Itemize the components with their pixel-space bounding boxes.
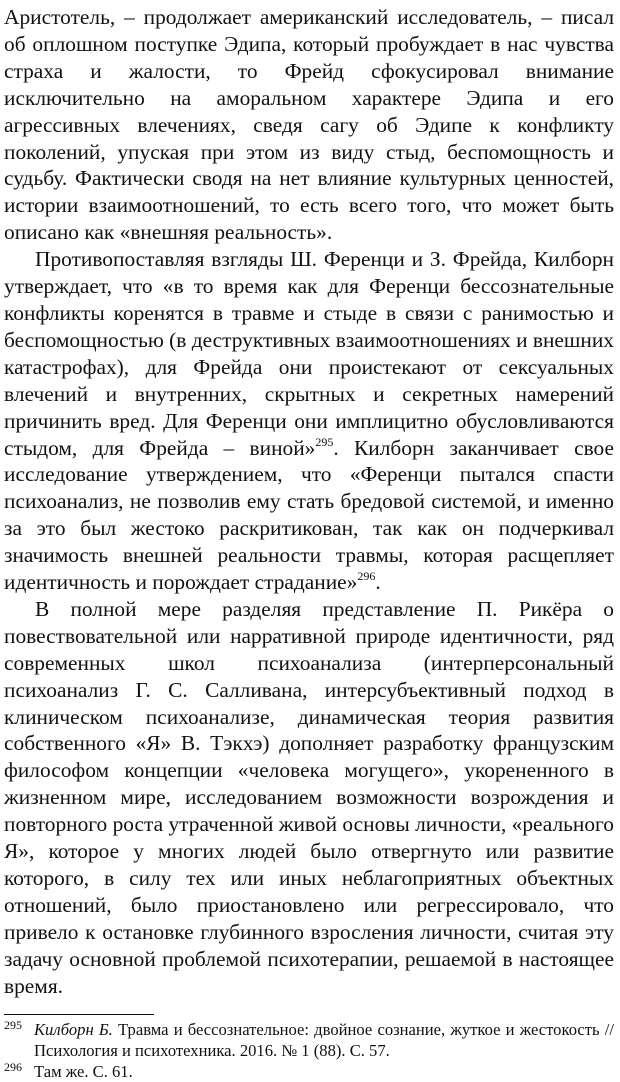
footnote-ref: 295 (315, 434, 334, 449)
text-run: . Килборн заканчивает свое исследование утверждением, что «Ференци пытался спасти психоанализ, не позволив ему стать бредовой системой, и именно за это был жестоко раскритикован, так как он подчеркивал значимость внешней реальности травмы, которая расщепляет идентичность и порождает страдание» (4, 435, 614, 595)
text-run: Аристотель, – продолжает американский исследователь, – писал об оплошном поступке Эдипа, который пробуждает в нас чувства страха и жалости, то Фрейд сфокусировал внимание исключительно на аморальном характере Эдипа и его агрессивных влечениях, сведя сагу об Эдипе к конфликту поколений, упуская при этом из виду стыд, беспомощность и судьбу. Фактически сводя на нет влияние культурных ценностей, истории взаимоотношений, то есть всего того, что может быть описано как «внешняя реальность». (4, 5, 614, 245)
text-run: В полной мере разделяя представление П. Рикёра о повествовательной или нарративной природе идентичности, ряд современных школ психоанализа (интерперсональный психоанализ Г. С. Салливана, интерсубъективный подход в клиническом психоанализе, динамическая теория развития собственного «Я» В. Тэкхэ) дополняет разработку французским философом концепции «человека могущего», укорененного в жизненном мире, исследованием возможности возрождения и повторного роста утраченной живой основы личности, «реального Я», которое у многих людей было отвергнуто или развитие которого, в силу тех или иных неблагоприятных объектных отношений, было приостановлено или регрессировало, что привело к остановке глубинного взросления личности, считая эту задачу основной проблемой психотерапии, решаемой в настоящее время. (4, 596, 614, 998)
paragraph-3 (4, 596, 614, 1000)
footnotes (4, 1019, 614, 1082)
paragraph-1 (4, 4, 614, 246)
footnote-296: 296 Там же. С. 61. (4, 1059, 133, 1081)
footnote-ref: 296 (357, 569, 376, 584)
main-text (4, 4, 614, 1000)
text-run: . (375, 570, 381, 595)
paragraph-2 (4, 246, 614, 596)
text-run: Противопоставляя взгляды Ш. Ференци и З. Фрейда, Килборн утверждает, что «в то время как для Ференци бессознательные конфликты коренятся в травме и стыде в связи с ранимостью и беспомощностью (в деструктивных взаимоотношениях и внешних катастрофах), для Фрейда они проистекают от сексуальных влечений и внутренних, скрытных и секретных намерений причинить вред. Для Ференци они имплицитно обусловливаются стыдом, для Фрейда – виной» (4, 247, 614, 460)
footnote-text: Травма и бессознательное: двойное сознание, жуткое и жестокость // Психология и психотехника. 2016. № 1 (88). С. 57. (34, 1019, 614, 1060)
footnote-text: Там же. С. 61. (34, 1061, 133, 1081)
footnote-separator (4, 1014, 154, 1015)
footnote-author: Килборн Б. (34, 1019, 113, 1039)
footnote-295: 295 Килборн Б. Травма и бессознательное: двойное сознание, жуткое и жестокость // Психология и психотехника. 2016. № 1 (88). С. 57. (4, 1017, 614, 1060)
